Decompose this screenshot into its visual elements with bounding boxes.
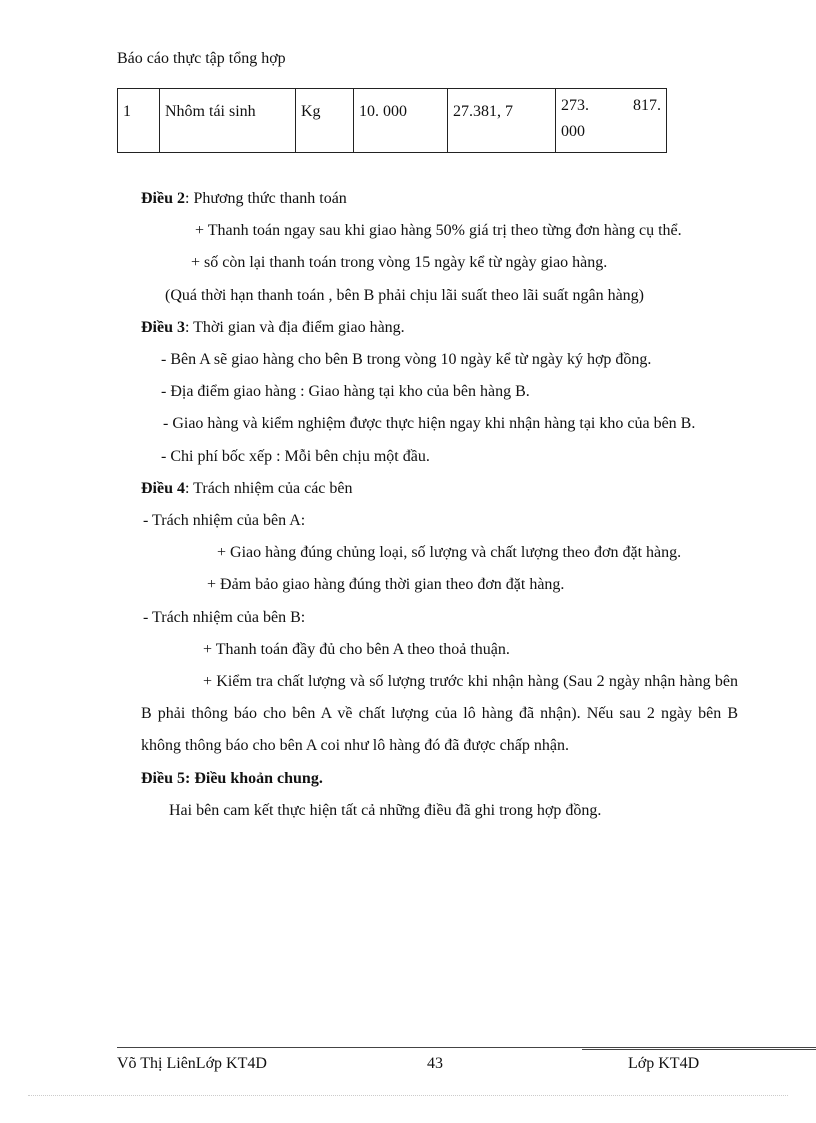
article-3-para-2: - Địa điểm giao hàng : Giao hàng tại kho của bên hàng B.: [161, 383, 530, 401]
article-2-para-2: + số còn lại thanh toán trong vòng 15 ngày kể từ ngày giao hàng.: [191, 254, 608, 272]
article-3-para-1: - Bên A sẽ giao hàng cho bên B trong vòng 10 ngày kể từ ngày ký hợp đồng.: [161, 351, 652, 369]
cell-quantity: 10. 000: [354, 89, 448, 153]
total-part-3: 000: [561, 123, 585, 140]
cell-product-name: Nhôm tái sinh: [160, 89, 296, 153]
cell-total: [556, 89, 667, 153]
cell-no: 1: [118, 89, 160, 153]
footer-rule: [117, 1047, 816, 1048]
total-part-2: 817.: [633, 97, 661, 114]
footer-class: Lớp KT4D: [628, 1055, 700, 1072]
table-row: [118, 89, 667, 153]
party-b-item-1: + Thanh toán đầy đủ cho bên A theo thoả thuận.: [203, 640, 510, 658]
cell-unit: Kg: [296, 89, 354, 153]
total-top-line: [561, 95, 661, 117]
page-bottom-divider: [28, 1095, 788, 1096]
article-5-heading: Điều 5: Điều khoản chung.: [141, 769, 323, 787]
party-b-responsibility: - Trách nhiệm của bên B:: [143, 608, 306, 626]
article-2-para-3: (Quá thời hạn thanh toán , bên B phải chịu lãi suất theo lãi suất ngân hàng): [165, 286, 645, 304]
article-4-title: : Trách nhiệm của các bên: [185, 479, 353, 497]
party-a-responsibility: - Trách nhiệm của bên A:: [143, 512, 306, 530]
article-3-para-4: - Chi phí bốc xếp : Mỗi bên chịu một đầu.: [161, 447, 430, 465]
article-3-title: : Thời gian và địa điểm giao hàng.: [185, 318, 405, 336]
footer-author: Võ Thị LiênLớp KT4D: [117, 1055, 267, 1072]
party-a-item-1: + Giao hàng đúng chủng loại, số lượng và chất lượng theo đơn đặt hàng.: [217, 544, 682, 562]
goods-table: [117, 88, 667, 153]
article-5-para-1: Hai bên cam kết thực hiện tất cả những điều đã ghi trong hợp đồng.: [169, 801, 602, 819]
footer-rule-secondary: [582, 1049, 816, 1050]
article-2-label: Điều 2: [141, 190, 185, 207]
article-3-para-3: - Giao hàng và kiểm nghiệm được thực hiện ngay khi nhận hàng tại kho của bên B.: [163, 415, 696, 433]
party-b-item-2: + Kiểm tra chất lượng và số lượng trước khi nhận hàng (Sau 2 ngày nhận hàng bên B phải thông báo cho bên A về chất lượng của lô hàng đã nhận). Nếu sau 2 ngày bên B không thông báo cho bên A coi như lô hàng đó đã được chấp nhận.: [141, 673, 738, 755]
footer-page-number: 43: [427, 1055, 443, 1072]
article-2-title: : Phương thức thanh toán: [185, 190, 347, 207]
article-3-label: Điều 3: [141, 318, 185, 336]
article-2-heading: [141, 183, 738, 215]
contract-body: [141, 183, 738, 827]
article-2-para-1: + Thanh toán ngay sau khi giao hàng 50% giá trị theo từng đơn hàng cụ thể.: [195, 222, 682, 240]
article-4-heading: [141, 473, 738, 505]
article-4-label: Điều 4: [141, 479, 185, 497]
article-3-heading: [141, 312, 738, 344]
party-a-item-2: + Đảm bảo giao hàng đúng thời gian theo đơn đặt hàng.: [207, 576, 565, 594]
total-part-1: 273.: [561, 97, 589, 114]
cell-unit-price: 27.381, 7: [448, 89, 556, 153]
page-header-title: Báo cáo thực tập tổng hợp: [117, 50, 286, 67]
